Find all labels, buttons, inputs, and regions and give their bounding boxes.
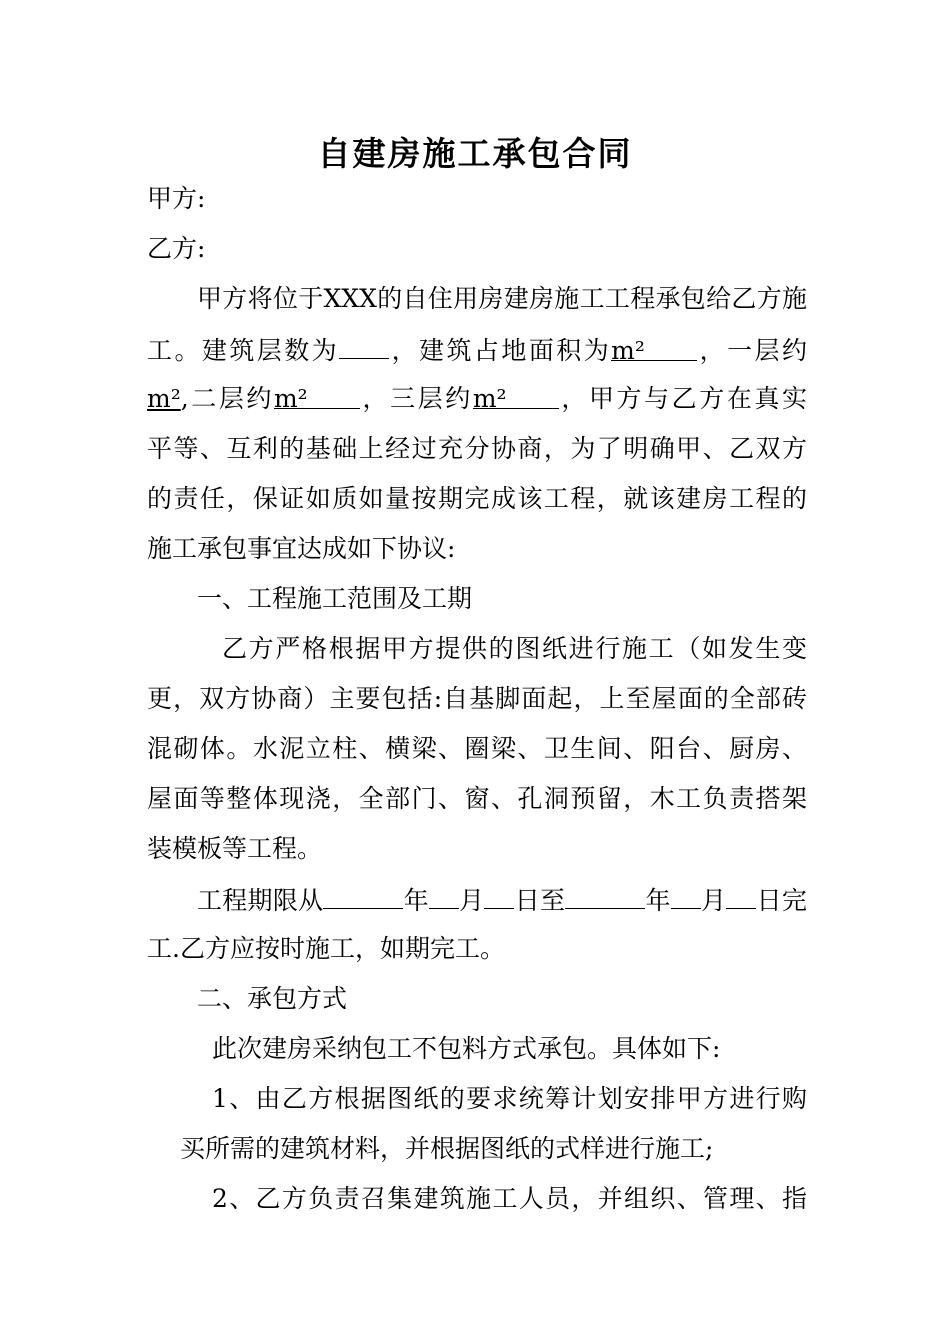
period-text: 年: [645, 886, 671, 915]
party-a-line: 甲方:: [147, 184, 206, 213]
area-blank: [611, 336, 697, 365]
start-year-blank: [323, 884, 403, 909]
intro-text: ，一层约: [697, 336, 807, 365]
unit-text: m²: [472, 384, 507, 413]
period-text: 日完: [756, 886, 807, 915]
floor2-blank: [273, 384, 360, 413]
period-text: 月: [458, 886, 485, 915]
end-day-blank: [726, 884, 756, 909]
intro-text: 工。建筑层数为: [147, 336, 340, 365]
floors-blank: [339, 334, 389, 359]
item1-line-2: 买所需的建筑材料，并根据图纸的式样进行施工;: [180, 1134, 714, 1163]
intro-line-5: 的责任，保证如质如量按期完成该工程，就该建房工程的: [147, 484, 807, 513]
period-text: 年: [403, 886, 429, 915]
end-month-blank: [671, 884, 701, 909]
intro-line-1: 甲方将位于XXX的自住用房建房施工工程承包给乙方施: [197, 284, 807, 313]
intro-text: ，甲方与乙方在真实: [558, 384, 807, 413]
unit-text: m²: [273, 384, 308, 413]
intro-line-4: 平等、互利的基础上经过充分协商，为了明确甲、乙双方: [147, 434, 807, 463]
intro-line-3: [147, 384, 807, 414]
section1-line-3: 混砌体。水泥立柱、横梁、圈梁、卫生间、阳台、厨房、: [147, 734, 807, 763]
period-line-1: [197, 884, 807, 916]
floor3-blank: [472, 384, 559, 413]
intro-line-2: [147, 334, 807, 366]
intro-text: ，三层约: [359, 384, 473, 413]
party-b-line: 乙方:: [147, 234, 206, 263]
start-day-blank: [484, 884, 514, 909]
period-line-2: 工.乙方应按时施工，如期完工。: [147, 934, 505, 963]
unit-text: m²: [147, 384, 181, 413]
section1-line-5: 装模板等工程。: [147, 834, 323, 863]
item2-line-1: 2、乙方负责召集建筑施工人员，并组织、管理、指: [212, 1184, 807, 1213]
period-text: 工程期限从: [197, 886, 324, 915]
document-title: 自建房施工承包合同: [317, 134, 633, 173]
item1-line-1: 1、由乙方根据图纸的要求统筹计划安排甲方进行购: [212, 1084, 807, 1113]
section1-heading: 一、工程施工范围及工期: [197, 584, 473, 613]
period-text: 月: [700, 886, 727, 915]
intro-text: ,二层约: [180, 384, 274, 413]
intro-line-6: 施工承包事宜达成如下协议:: [147, 534, 456, 563]
section1-line-2: 更，双方协商）主要包括:自基脚面起，上至屋面的全部砖: [147, 684, 807, 713]
period-text: 日至: [514, 886, 566, 915]
intro-text: ，建筑占地面积为: [389, 336, 612, 365]
end-year-blank: [565, 884, 645, 909]
section1-line-1: 乙方严格根据甲方提供的图纸进行施工（如发生变: [222, 634, 807, 663]
section2-heading: 二、承包方式: [197, 984, 348, 1013]
section1-line-4: 屋面等整体现浇，全部门、窗、孔洞预留，木工负责搭架: [147, 784, 807, 813]
section2-intro: 此次建房采纳包工不包料方式承包。具体如下:: [212, 1034, 721, 1063]
start-month-blank: [429, 884, 459, 909]
unit-text: m²: [611, 336, 645, 365]
